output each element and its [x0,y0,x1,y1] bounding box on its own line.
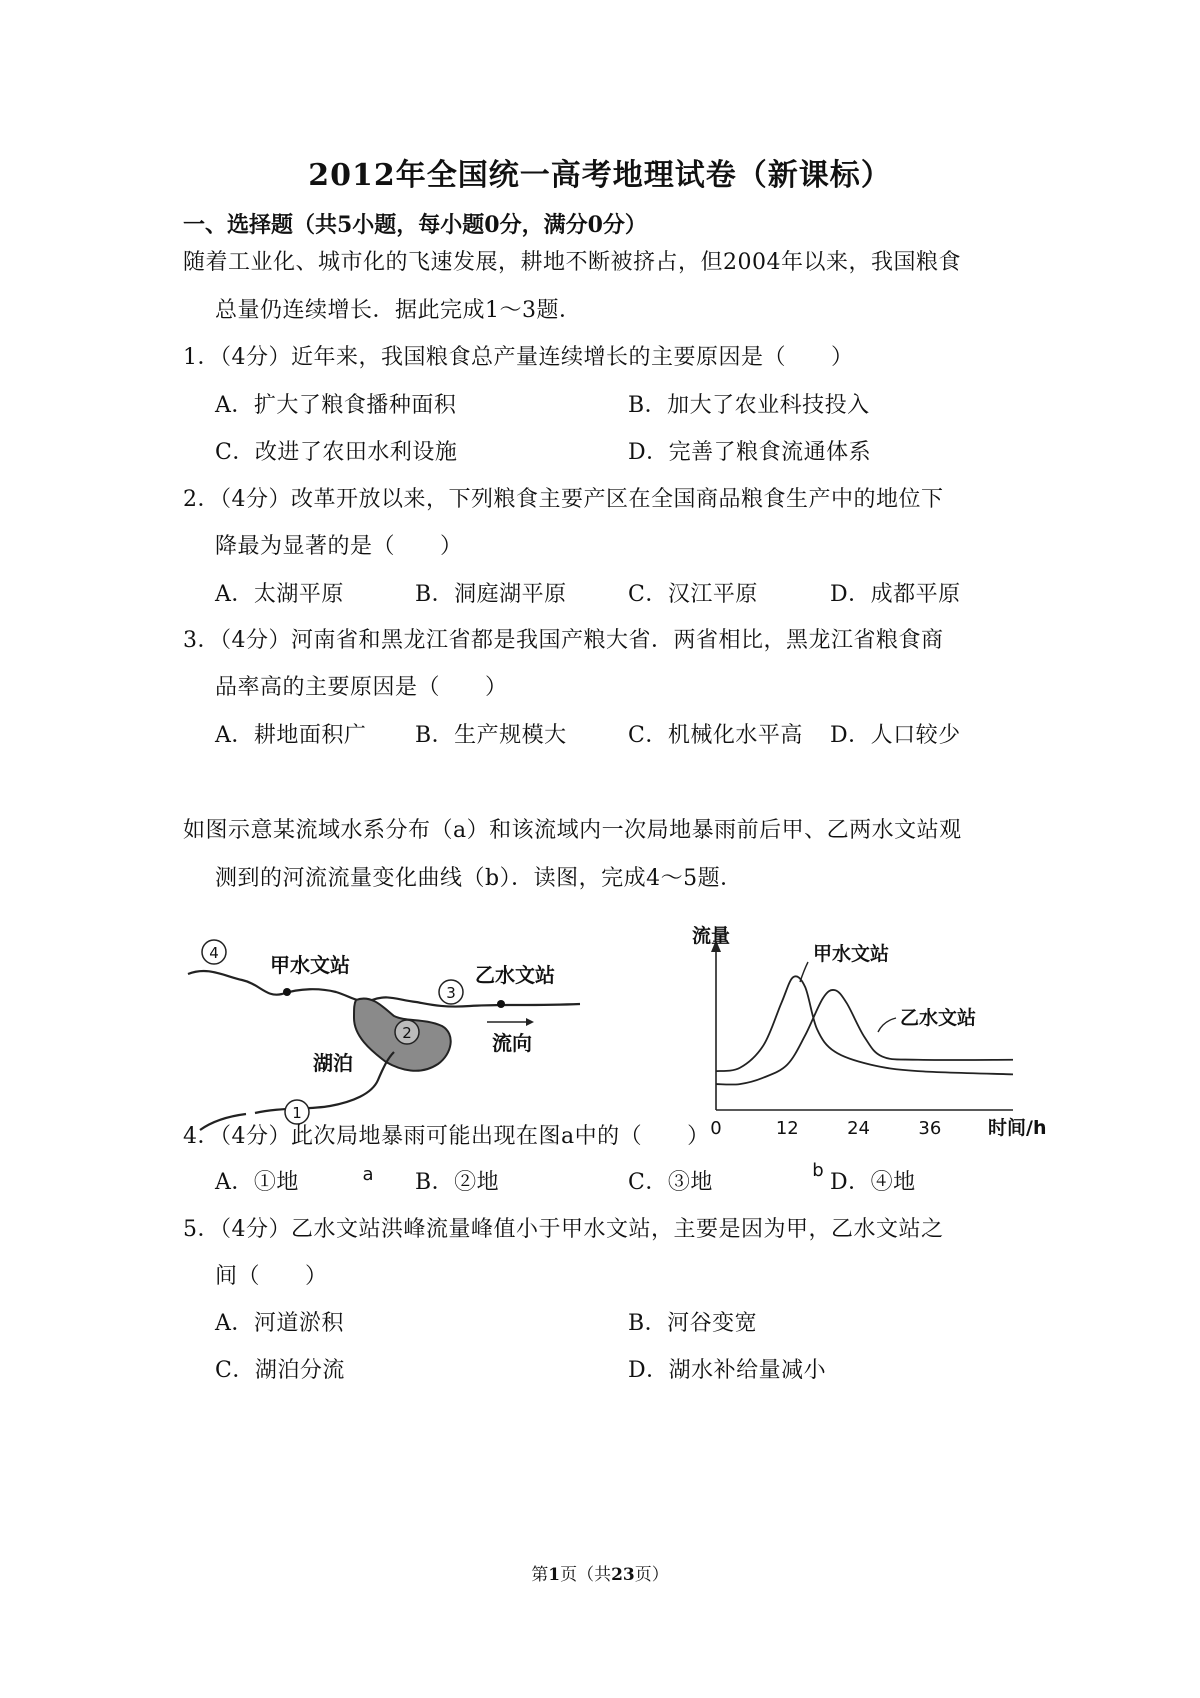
marker-3 [439,980,463,1004]
svg-text:2: 2 [402,1024,412,1042]
marker-4 [202,940,226,964]
footer-post: 页） [634,1565,669,1585]
q2-option-d: D．成都平原 [830,582,961,607]
svg-text:1: 1 [292,1104,302,1122]
q3-stem-line1: 3．（4分）河南省和黑龙江省都是我国产粮大省．两省相比，黑龙江省粮食商 [183,628,944,653]
q1-option-d: D．完善了粮食流通体系 [628,440,872,465]
q2-option-b: B．洞庭湖平原 [415,582,567,607]
section-header: 一、选择题（共5小题，每小题0分，满分0分） [183,212,647,238]
q4-stem: 4．（4分）此次局地暴雨可能出现在图a中的（ ） [183,1124,710,1149]
q1-stem: 1．（4分）近年来，我国粮食总产量连续增长的主要原因是（ ） [183,345,854,370]
station-jia-label: 甲水文站 [270,953,350,977]
q2-option-a: A．太湖平原 [215,582,344,607]
y-axis-label: 流量 [692,925,731,947]
q4-option-d: D．④地 [830,1170,916,1195]
q2-stem-line1: 2．（4分）改革开放以来，下列粮食主要产区在全国商品粮食生产中的地位下 [183,487,944,512]
legend-jia: 甲水文站 [813,943,890,965]
intro1-line1: 随着工业化、城市化的飞速发展，耕地不断被挤占，但2004年以来，我国粮食 [183,250,961,275]
q3-option-a: A．耕地面积广 [215,723,367,748]
intro1-line2: 总量仍连续增长．据此完成1～3题． [215,298,582,323]
figure-b-chart [668,920,1088,1185]
q4-option-b: B．②地 [415,1170,500,1195]
svg-text:3: 3 [446,984,456,1002]
intro2-line2: 测到的河流流量变化曲线（b）．读图，完成4～5题． [215,866,743,891]
x-axis-label: 时间/h [988,1117,1047,1139]
footer-mid: 页（共 [560,1565,612,1585]
page-title: 2012年全国统一高考地理试卷（新课标） [308,158,892,193]
intro2-line1: 如图示意某流域水系分布（a）和该流域内一次局地暴雨前后甲、乙两水文站观 [183,818,962,843]
q5-option-b: B．河谷变宽 [628,1311,758,1336]
q3-option-c: C．机械化水平高 [628,723,803,748]
page-footer [0,1560,1200,1585]
q4-option-a: A．①地 [215,1170,299,1195]
station-jia-dot [283,988,291,996]
station-yi-label: 乙水文站 [475,963,555,987]
footer-page-number: 1 [548,1565,561,1585]
q2-option-c: C．汉江平原 [628,582,758,607]
q1-option-c: C．改进了农田水利设施 [215,440,458,465]
q3-stem-line2: 品率高的主要原因是（ ） [215,675,508,700]
q5-option-d: D．湖水补给量减小 [628,1358,827,1383]
q5-option-a: A．河道淤积 [215,1311,344,1336]
x-tick-label: 24 [847,1118,871,1139]
station-yi-dot [497,1000,505,1008]
flow-arrow-head [526,1018,534,1026]
x-tick-label: 12 [775,1118,799,1139]
q1-option-a: A．扩大了粮食播种面积 [215,393,457,418]
q5-stem-line2: 间（ ） [215,1264,328,1289]
q4-option-c: C．③地 [628,1170,713,1195]
q3-option-b: B．生产规模大 [415,723,567,748]
leader-yi [878,1018,896,1032]
footer-pre: 第 [531,1565,549,1585]
leader-jia [800,962,808,982]
series-line-yi [716,990,1013,1085]
q5-option-c: C．湖泊分流 [215,1358,345,1383]
q1-option-b: B．加大了农业科技投入 [628,393,870,418]
figure-a-river-map [180,930,600,1190]
figure-b-caption: b [812,1160,824,1181]
x-tick-label: 36 [918,1118,942,1139]
q5-stem-line1: 5．（4分）乙水文站洪峰流量峰值小于甲水文站，主要是因为甲，乙水文站之 [183,1217,944,1242]
q2-stem-line2: 降最为显著的是（ ） [215,534,463,559]
lake-label: 湖泊 [313,1051,353,1075]
x-tick-label: 0 [710,1118,722,1139]
figure-a-caption: a [362,1164,374,1185]
q3-option-d: D．人口较少 [830,723,961,748]
flow-direction-label: 流向 [492,1031,532,1055]
marker-2 [395,1020,419,1044]
legend-yi: 乙水文站 [900,1007,977,1029]
svg-text:4: 4 [209,944,219,962]
footer-total-pages: 23 [611,1565,635,1585]
